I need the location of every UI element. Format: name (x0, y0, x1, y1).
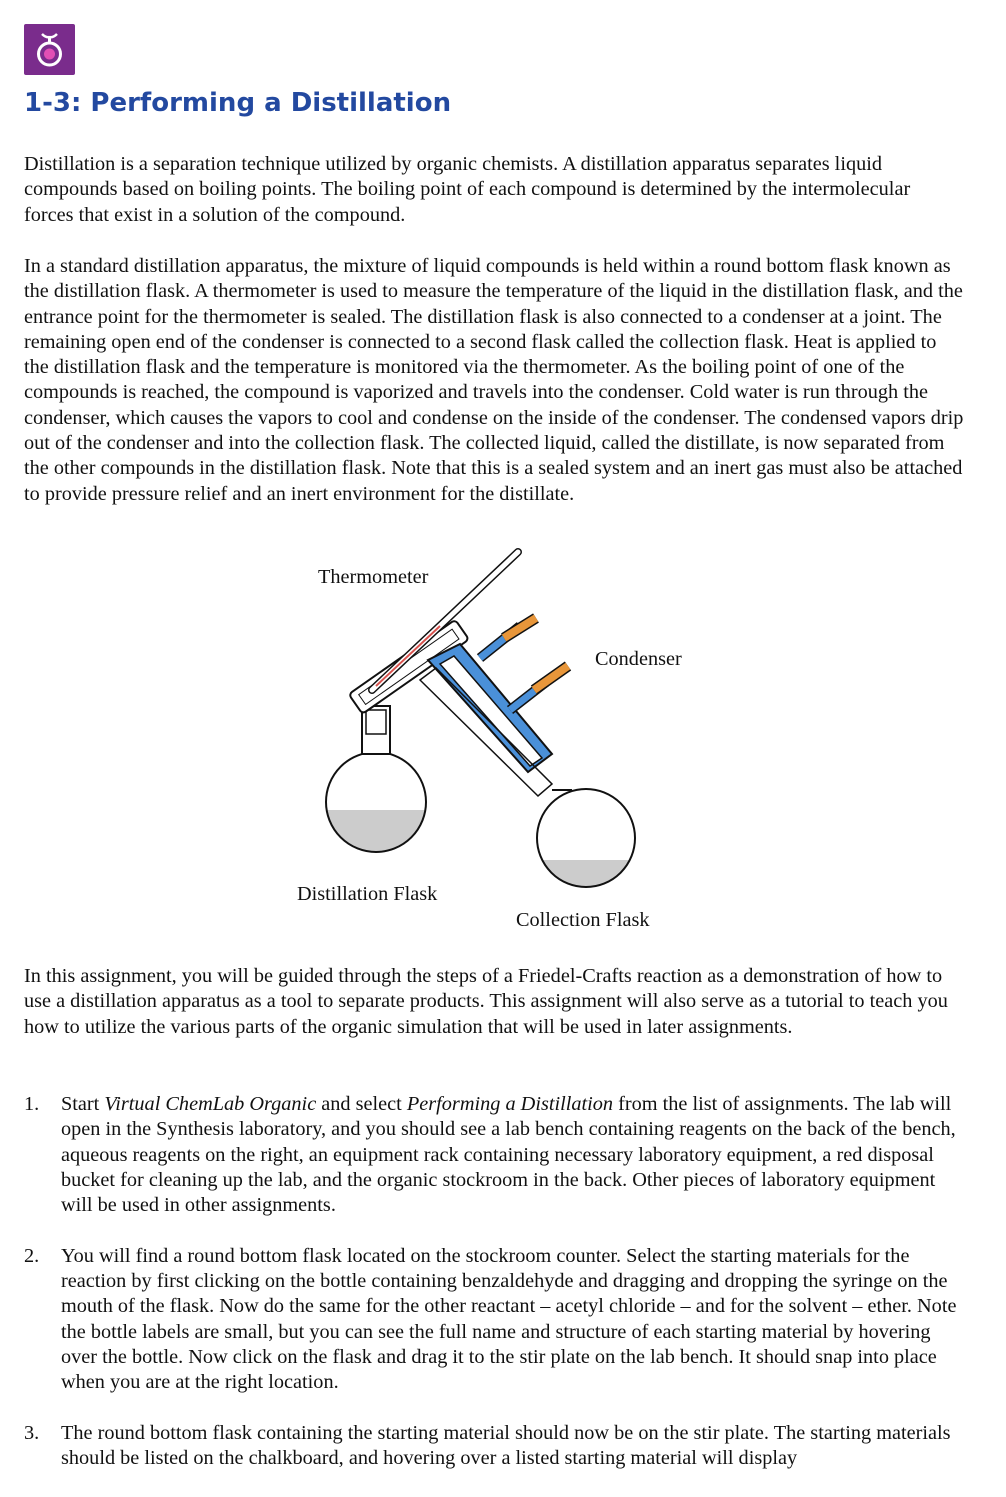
distillation-flask-label: Distillation Flask (297, 883, 438, 905)
step-item (24, 1092, 964, 1218)
software-name: Virtual ChemLab Organic (104, 1093, 317, 1115)
condenser-label: Condenser (595, 648, 682, 670)
step-text: and select (316, 1093, 407, 1115)
thermometer-label: Thermometer (318, 566, 429, 588)
collection-flask-label: Collection Flask (516, 909, 650, 931)
step-text: You will find a round bottom flask located on the stockroom counter. Select the starting materials for the reaction by first clicking on the bottle containing benzaldehyde and dragging and dropping the syringe on the mouth of the flask. Now do the same for the other reactant – acetyl chloride – and for the solvent – ether. Note the bottle labels are small, but you can see the full name and structure of each starting material by hovering over the bottle. Now click on the flask and drag it to the stir plate on the lab bench. It should snap into place when you are at the right location. (61, 1244, 957, 1394)
step-item (24, 1421, 964, 1472)
step-text: Start (61, 1093, 105, 1115)
step-text: from the list of assignments. The lab will open in the Synthesis laboratory, and you should see a lab bench containing reagents on the back of the bench, aqueous reagents on the right, an equipment rack containing necessary laboratory equipment, a red disposal bucket for cleaning up the lab, and the organic stockroom in the back. Other pieces of laboratory equipment will be used in other assignments. (61, 1093, 956, 1217)
step-item (24, 1244, 964, 1396)
step-text: The round bottom flask containing the starting material should now be on the stir plate. The starting materials should be listed on the chalkboard, and hovering over a listed starting material will display (61, 1421, 951, 1470)
assignment-name: Performing a Distillation (406, 1093, 614, 1115)
step-number: 2. (24, 1244, 40, 1267)
intro-paragraph-1: Distillation is a separation technique utilized by organic chemists. A distillation apparatus separates liquid compounds based on boiling points. The boiling point of each compound is determined by the intermolecular forces that exist in a solution of the compound. (24, 153, 911, 226)
step-number: 1. (24, 1093, 40, 1115)
step-number: 3. (24, 1421, 40, 1444)
flask-apple-logo-icon (24, 24, 75, 75)
apparatus-drawing (290, 540, 710, 940)
instruction-steps (24, 1092, 964, 1497)
page-title: 1-3: Performing a Distillation (24, 88, 452, 118)
logo (24, 24, 75, 75)
distillation-apparatus-diagram (290, 540, 710, 940)
collection-flask-shape (537, 789, 637, 900)
intro-paragraph-2: In a standard distillation apparatus, the mixture of liquid compounds is held within a round bottom flask known as the distillation flask. A thermometer is used to measure the temperature of the liquid in the distillation flask, and the entrance point for the thermometer is sealed. The distillation flask is also connected to a condenser at a joint. The remaining open end of the condenser is connected to a second flask called the collection flask. Heat is applied to the distillation flask and the temperature is monitored via the thermometer. As the boiling point of one of the compounds is reached, the compound is vaporized and travels into the condenser. Cold water is run through the condenser, which causes the vapors to cool and condense on the inside of the condenser. The condensed vapors drip out of the condenser and into the collection flask. The collected liquid, called the distillate, is now separated from the other compounds in the distillation flask. Note that this is a sealed system and an inert gas must also be attached to provide pressure relief and an inert environment for the distillate. (24, 255, 964, 505)
distillation-flask-shape (326, 706, 426, 860)
intro-paragraph-3: In this assignment, you will be guided through the steps of a Friedel-Crafts reaction as a demonstration of how to use a distillation apparatus as a tool to separate products. This assignment will also serve as a tutorial to teach you how to utilize the various parts of the organic simulation that will be used in later assignments. (24, 965, 948, 1038)
